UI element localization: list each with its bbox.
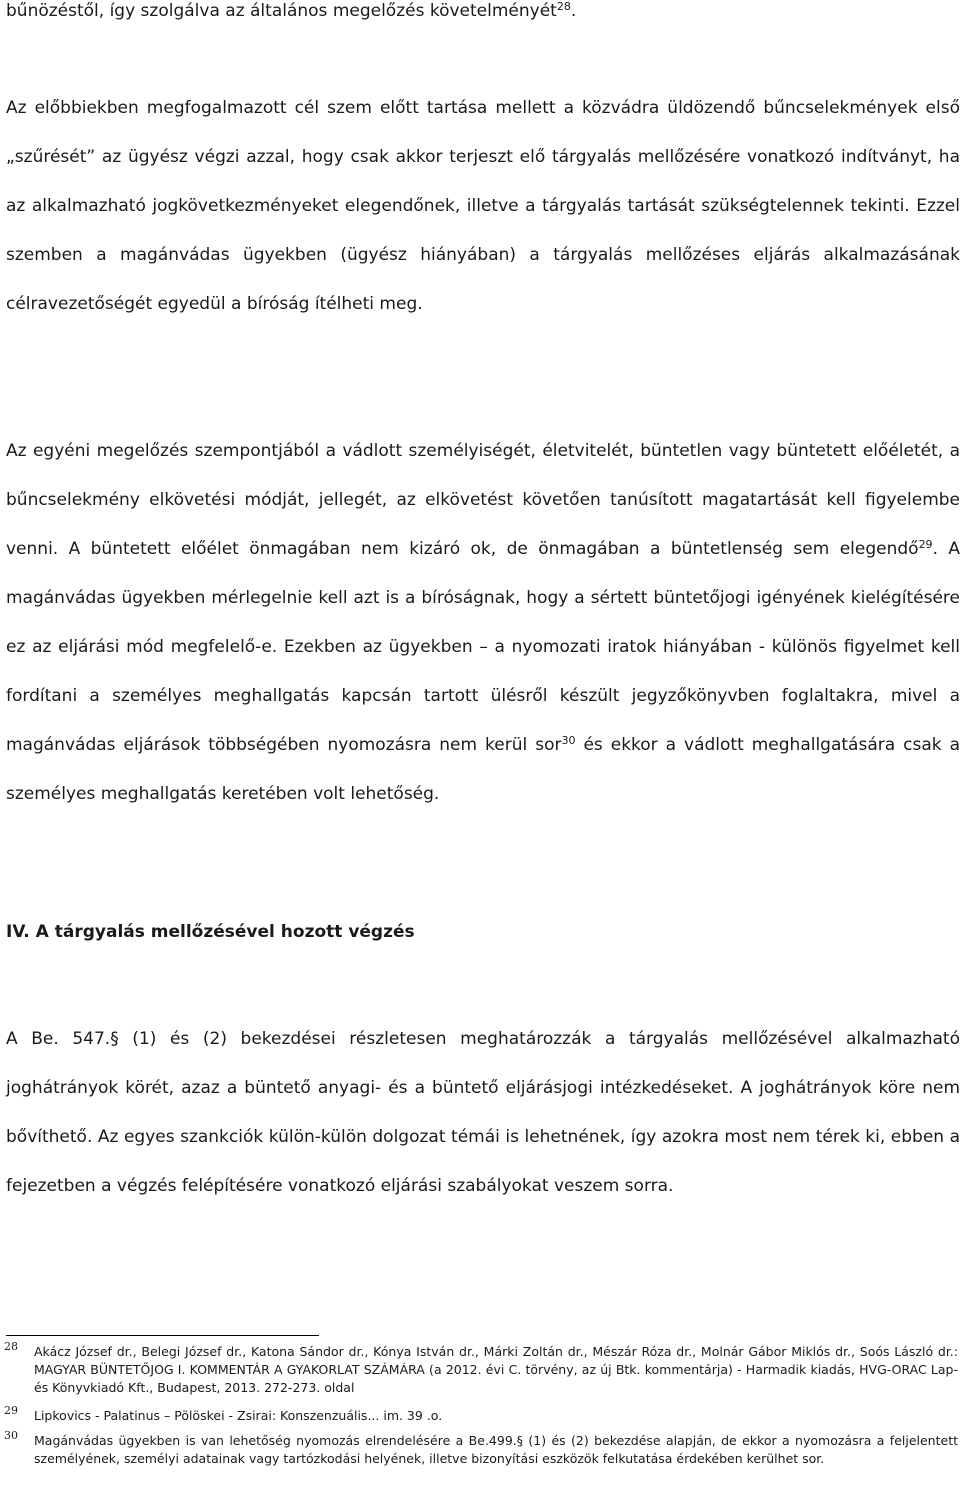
paragraph-2-part-c: és ekkor a vádlott meghallgatására csak a személyes meghallgatás keretében volt lehetőség.	[6, 735, 960, 804]
footnote-ref-29[interactable]: 29	[918, 538, 933, 551]
footnote-number: 29	[4, 1404, 18, 1417]
footnote-separator	[6, 1335, 319, 1336]
paragraph-2-part-a: Az egyéni megelőzés szempontjából a vádlott személyiségét, életvitelét, büntetlen vagy büntetett előéletét, a bűncselekmény elkövetési módját, jellegét, az elkövetést követően tanúsított magatartását kell figyelembe venni. A büntetett előélet önmagában nem kizáró ok, de önmagában a büntetlenség sem elegendő	[6, 441, 960, 559]
paragraph-2-part-b: . A magánvádas ügyekben mérlegelnie kell azt is a bíróságnak, hogy a sértett büntetőjogi igényének kielégítésére ez az eljárási mód megfelelő-e. Ezekben az ügyekben – a nyomozati iratok hiányában - különös figyelmet kell fordítani a személyes meghallgatás kapcsán tartott ülésről készült jegyzőkönyvben foglaltakra, mivel a magánvádas eljárások többségében nyomozásra nem kerül sor	[6, 539, 960, 755]
footnote-29	[4, 1404, 958, 1425]
footnote-text: Akácz József dr., Belegi József dr., Katona Sándor dr., Kónya István dr., Márki Zoltán dr., Mészár Róza dr., Molnár Gábor Miklós dr., Soós László dr.: MAGYAR BÜNTETŐJOG I. KOMMENTÁR A GYAKORLAT SZÁMÁRA (a 2012. évi C. törvény, az új Btk. kommentárja) - Harmadik kiadás, HVG-ORAC Lap- és Könyvkiadó Kft., Budapest, 2013. 272-273. oldal	[34, 1344, 958, 1395]
footnote-text: Lipkovics - Palatinus – Pölöskei - Zsirai: Konszenzuális... im. 39 .o.	[34, 1408, 443, 1423]
footnote-ref-30[interactable]: 30	[561, 734, 576, 747]
footnote-text: Magánvádas ügyekben is van lehetőség nyomozás elrendelésére a Be.499.§ (1) és (2) bekezdése alapján, de ekkor a nyomozásra a feljelentett személyének, személyi adatainak vagy tartózkodási helyének, illetve bizonyítási eszközök felkutatása érdekében kerülhet sor.	[34, 1433, 958, 1466]
intro-line-end: .	[570, 1, 577, 21]
paragraph-2	[6, 427, 960, 819]
footnote-number: 28	[4, 1340, 18, 1353]
intro-line-text: bűnözéstől, így szolgálva az általános megelőzés követelményét	[6, 1, 557, 21]
footnote-30	[4, 1429, 958, 1468]
section-heading: IV. A tárgyalás mellőzésével hozott végzés	[6, 922, 415, 942]
footnote-number: 30	[4, 1429, 18, 1442]
paragraph-3: A Be. 547.§ (1) és (2) bekezdései részletesen meghatározzák a tárgyalás mellőzésével alkalmazható joghátrányok körét, azaz a büntető anyagi- és a büntető eljárásjogi intézkedéseket. A joghátrányok köre nem bővíthető. Az egyes szankciók külön-külön dolgozat témái is lehetnének, így azokra most nem térek ki, ebben a fejezetben a végzés felépítésére vonatkozó eljárási szabályokat veszem sorra.	[6, 1029, 960, 1196]
footnote-ref-28[interactable]: 28	[556, 0, 571, 13]
footnote-28	[4, 1340, 958, 1397]
intro-line	[6, 0, 960, 36]
paragraph-1: Az előbbiekben megfogalmazott cél szem előtt tartása mellett a közvádra üldözendő bűncselekmények első „szűrését” az ügyész végzi azzal, hogy csak akkor terjeszt elő tárgyalás mellőzésére vonatkozó indítványt, ha az alkalmazható jogkövetkezményeket elegendőnek, illetve a tárgyalás tartását szükségtelennek tekinti. Ezzel szemben a magánvádas ügyekben (ügyész hiányában) a tárgyalás mellőzéses eljárás alkalmazásának célravezetőségét egyedül a bíróság ítélheti meg.	[6, 98, 960, 314]
